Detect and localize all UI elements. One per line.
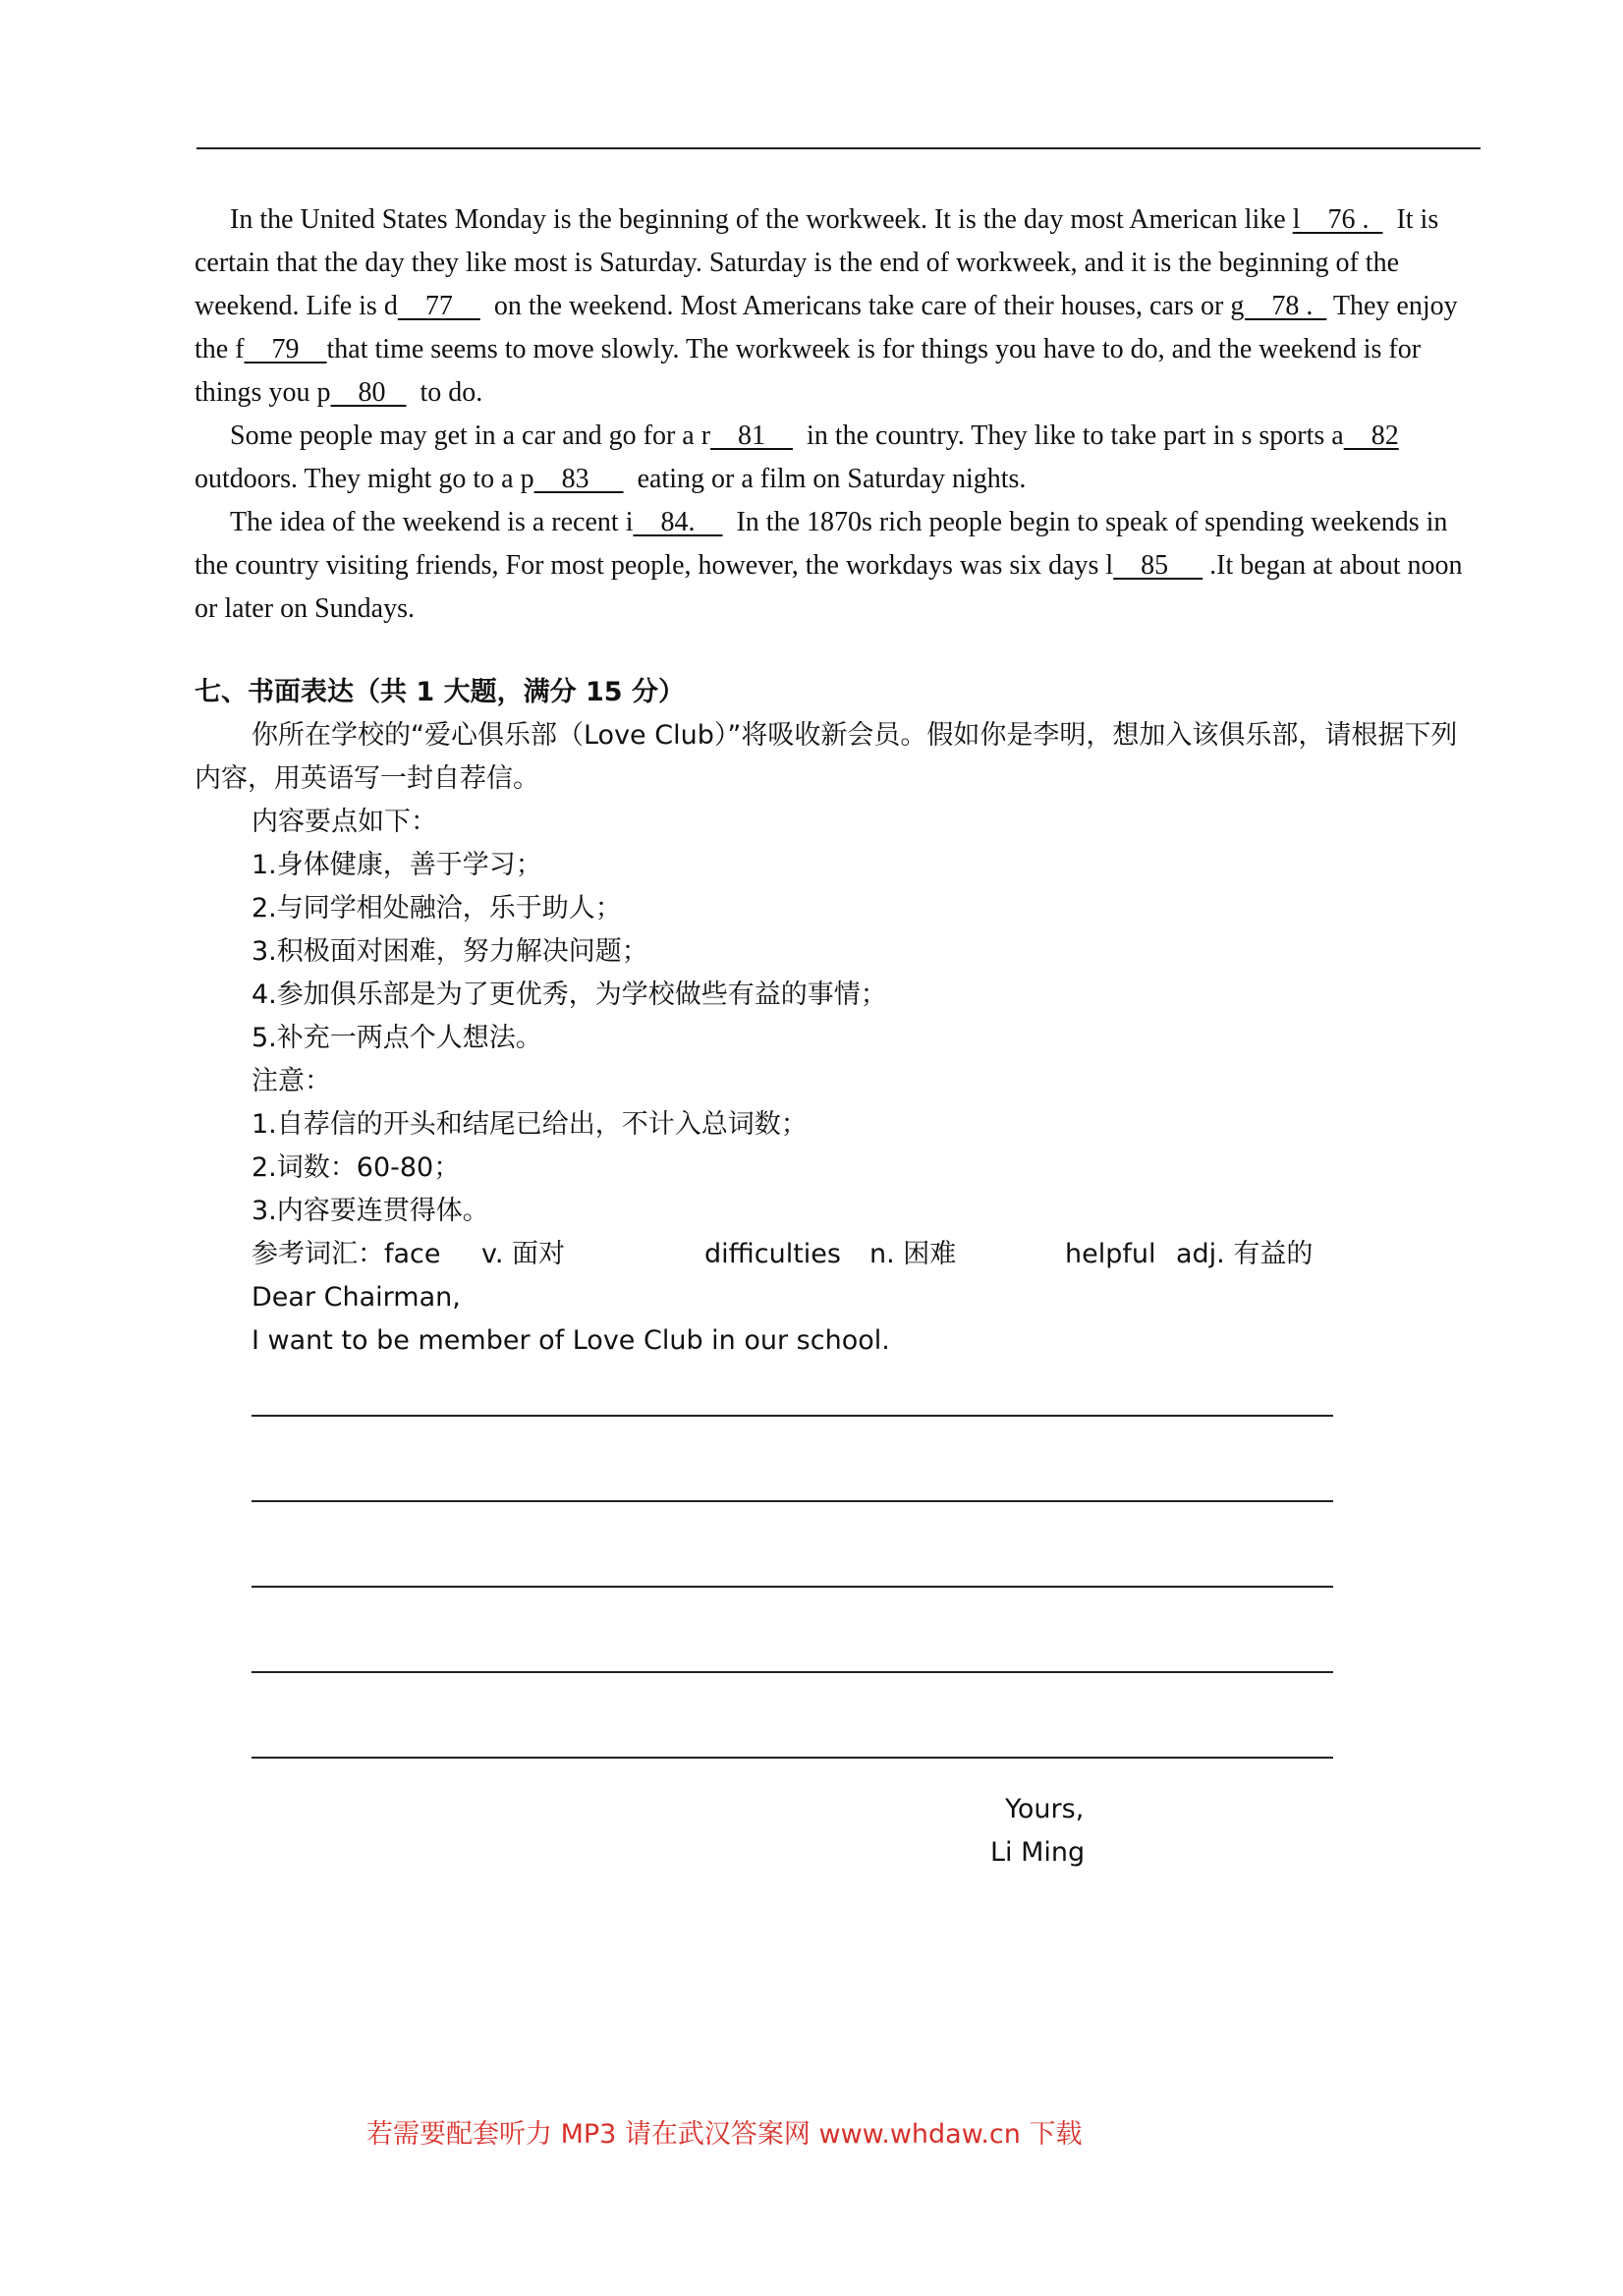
note-item: 2.词数：60-80；	[252, 1152, 461, 1183]
writing-section	[195, 671, 1483, 1363]
letter-greeting: Dear Chairman,	[252, 1282, 461, 1313]
answer-line	[252, 1586, 1333, 1588]
instructions	[195, 801, 1483, 1363]
answer-line	[252, 1500, 1333, 1502]
answer-blank: 79	[244, 334, 327, 364]
letter-opening: I want to be member of Love Club in our school.	[252, 1325, 890, 1356]
section-title: 七、书面表达（共 1 大题，满分 15 分）	[195, 677, 685, 707]
notes-heading: 注意：	[252, 1066, 331, 1096]
passage-text: outdoors. They might go to a p	[195, 420, 1406, 494]
header-rule	[196, 147, 1481, 149]
note-item: 3.内容要连贯得体。	[252, 1196, 489, 1226]
download-notice: 若需要配套听力 MP3 请在武汉答案网 www.whdaw.cn 下载	[366, 2119, 1083, 2150]
answer-line	[252, 1757, 1333, 1759]
answer-blank: 80	[330, 377, 407, 408]
answer-blank: l 76 .	[1292, 204, 1383, 235]
answer-blank: 84.	[633, 507, 723, 537]
vocab-term: helpful	[1065, 1239, 1156, 1269]
passage-paragraph-1	[195, 198, 1483, 415]
passage-text: .It began at about noon or later on Sundays.	[195, 550, 1470, 624]
answer-line	[252, 1671, 1333, 1673]
passage-text: in the country. They like to take part in s sports a	[793, 420, 1344, 451]
passage-text: In the United States Monday is the beginning of the workweek. It is the day most American like	[230, 204, 1293, 235]
passage-text: They enjoy the f	[195, 291, 1465, 364]
answer-blank: 82	[1343, 420, 1399, 451]
answer-blank: 83	[533, 464, 624, 494]
letter-signature: Li Ming	[990, 1837, 1086, 1868]
point-item: 2.与同学相处融洽，乐于助人；	[252, 893, 622, 924]
passage-text: that time seems to move slowly. The workweek is for things you have to do, and the weekend is for things you p	[195, 334, 1428, 408]
letter-closing: Yours,	[1005, 1794, 1085, 1824]
point-item: 5.补充一两点个人想法。	[252, 1023, 542, 1053]
note-item: 1.自荐信的开头和结尾已给出，不计入总词数；	[252, 1109, 808, 1140]
passage-text: Some people may get in a car and go for a r	[230, 420, 711, 451]
answer-blank: 81	[710, 420, 794, 451]
passage-text: to do.	[406, 377, 483, 408]
vocab-term: difficulties	[704, 1239, 841, 1269]
points-heading: 内容要点如下：	[252, 807, 437, 837]
point-item: 1.身体健康，善于学习；	[252, 850, 542, 880]
passage-paragraph-3	[195, 501, 1483, 631]
passage-text: The idea of the weekend is a recent i	[230, 507, 634, 537]
passage-text: In the 1870s rich people begin to speak of spending weekends in the country visiting friends, For most people, however, the workdays was six days l	[195, 507, 1455, 581]
point-item: 4.参加俱乐部是为了更优秀，为学校做些有益的事情；	[252, 980, 887, 1010]
answer-blank: 85	[1113, 550, 1203, 581]
passage-text: It is certain that the day they like most is Saturday. Saturday is the end of workweek, and it is the beginning of the weekend. Life is d	[195, 204, 1446, 321]
vocab-term: 参考词汇：face	[252, 1239, 441, 1269]
vocab-meaning: adj. 有益的	[1176, 1239, 1314, 1269]
answer-area	[252, 1415, 1333, 1842]
point-item: 3.积极面对困难，努力解决问题；	[252, 936, 648, 967]
cloze-passage	[195, 198, 1483, 631]
reference-vocabulary	[252, 1233, 1483, 1276]
vocab-meaning: n. 困难	[869, 1239, 957, 1269]
answer-blank: g 78 .	[1230, 291, 1327, 321]
answer-blank: 77	[397, 291, 480, 321]
section-intro: 你所在学校的“爱心俱乐部（Love Club）”将吸收新会员。假如你是李明，想加入该俱乐部，请根据下列内容，用英语写一封自荐信。	[195, 720, 1458, 794]
passage-paragraph-2	[195, 415, 1483, 501]
passage-text: on the weekend. Most Americans take care of their houses, cars or	[479, 291, 1231, 321]
vocab-meaning: v. 面对	[481, 1239, 566, 1269]
answer-line	[252, 1415, 1333, 1417]
passage-text: eating or a film on Saturday nights.	[623, 464, 1027, 494]
